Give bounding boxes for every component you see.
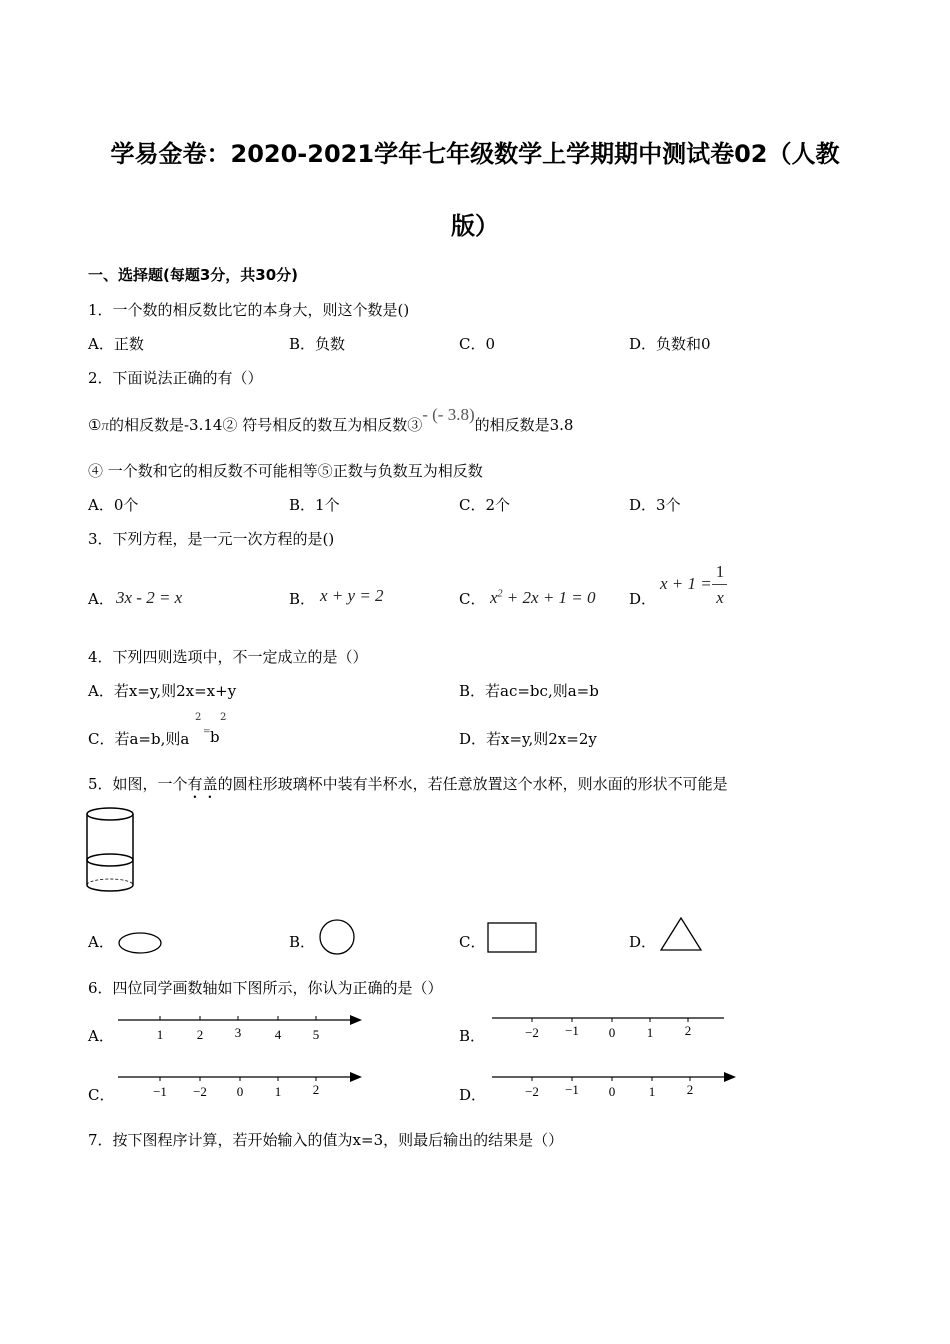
axis-d-tick-label: 0	[608, 1084, 616, 1099]
axis-c-tick-label: 2	[312, 1082, 320, 1097]
q2-option-a: A．0个	[88, 496, 139, 514]
axis-a-tick-label: 3	[234, 1025, 242, 1040]
q3-c-exponent: 2	[497, 588, 503, 600]
q3-fraction-bar	[712, 584, 727, 585]
axis-d-tick-label: −1	[565, 1082, 579, 1097]
q1-option-d: D．负数和0	[629, 335, 711, 353]
q4-c-equals: =	[203, 727, 211, 737]
axis-a-tick-label: 5	[312, 1027, 320, 1042]
q7-stem: 7．按下图程序计算，若开始输入的值为x=3，则最后输出的结果是（）	[88, 1131, 564, 1149]
q5-stem-emphasis: 有盖	[187, 775, 218, 793]
axis-d-tick-label: −2	[525, 1084, 539, 1099]
ellipse-shape-icon	[116, 929, 166, 957]
axis-d-tick-label: 1	[648, 1084, 656, 1099]
q4-c-b: b	[210, 728, 220, 746]
q2-option-d: D．3个	[629, 496, 681, 514]
q4-option-c-text: C．若a=b,则a	[88, 730, 190, 748]
q4-option-b: B．若ac=bc,则a=b	[459, 682, 599, 700]
pi-symbol: π	[101, 418, 109, 434]
axis-a-tick-label: 4	[274, 1027, 282, 1042]
page-title-continued: 版）	[451, 212, 499, 240]
q4-c-exponent-2: 2	[220, 712, 227, 723]
q3-fraction-denominator: x	[716, 588, 724, 607]
q5-label-b: B．	[289, 933, 316, 951]
q6-label-d: D．	[459, 1086, 487, 1104]
q2-option-b: B．1个	[289, 496, 340, 514]
q3-label-d: D．	[629, 590, 657, 608]
q6-label-c: C．	[88, 1086, 115, 1104]
q2-statement-line1	[88, 405, 574, 435]
q1-stem: 1．一个数的相反数比它的本身大，则这个数是()	[88, 301, 410, 319]
q5-stem	[88, 773, 728, 802]
number-line-d	[490, 1069, 740, 1103]
q2-expression: - (- 3.8)	[422, 405, 475, 424]
axis-c-tick-label: 0	[236, 1084, 244, 1099]
q3-equation-a: 3x - 2 = x	[116, 588, 183, 607]
q3-c-rest: + 2x + 1 = 0	[502, 588, 596, 607]
q4-option-d: D．若x=y,则2x=2y	[459, 730, 597, 748]
axis-b-tick-label: −2	[525, 1025, 539, 1040]
number-line-b	[490, 1010, 730, 1044]
q3-equation-b: x + y = 2	[320, 586, 384, 605]
q6-label-a: A．	[88, 1027, 114, 1045]
q1-option-c: C．0	[459, 335, 496, 353]
q2-option-c: C．2个	[459, 496, 511, 514]
circle-shape-icon	[316, 917, 360, 959]
axis-a-tick-label: 2	[196, 1027, 204, 1042]
axis-b-tick-label: 0	[608, 1025, 616, 1040]
q5-label-c: C．	[459, 933, 486, 951]
q4-c-exponent-1: 2	[195, 712, 202, 723]
axis-b-tick-label: −1	[565, 1023, 579, 1038]
axis-c-tick-label: −2	[193, 1084, 207, 1099]
q3-c-base: x	[490, 588, 498, 607]
q3-fraction-numerator: 1	[715, 562, 725, 581]
q5-stem-end: 的圆柱形玻璃杯中装有半杯水，若任意放置这个水杯，则水面的形状不可能是	[217, 775, 728, 793]
q2-statement-line2: ④ 一个数和它的相反数不可能相等⑤正数与负数互为相反数	[88, 462, 483, 480]
rectangle-shape-icon	[486, 920, 540, 956]
q3-equation-c	[490, 588, 596, 608]
axis-b-tick-label: 1	[646, 1025, 654, 1040]
section-heading: 一、选择题(每题3分，共30分)	[88, 266, 299, 284]
q3-label-a: A．	[88, 590, 114, 608]
triangle-shape-icon	[658, 915, 704, 955]
q3-stem: 3．下列方程，是一元一次方程的是()	[88, 530, 335, 548]
q3-equation-d-left: x + 1 =	[660, 574, 712, 593]
q5-label-a: A．	[88, 933, 114, 951]
number-line-c	[116, 1069, 366, 1103]
axis-c-tick-label: −1	[153, 1084, 167, 1099]
q6-stem: 6．四位同学画数轴如下图所示，你认为正确的是（）	[88, 979, 443, 997]
q3-label-c: C．	[459, 590, 486, 608]
axis-c-tick-label: 1	[274, 1084, 282, 1099]
glass-cup-figure	[84, 805, 138, 897]
q5-label-d: D．	[629, 933, 657, 951]
axis-a-tick-label: 1	[156, 1027, 164, 1042]
axis-b-tick-label: 2	[684, 1023, 692, 1038]
page-title: 学易金卷：2020-2021学年七年级数学上学期期中测试卷02（人教	[110, 140, 840, 168]
q4-option-a: A．若x=y,则2x=x+y	[88, 682, 237, 700]
q2-line1-text: 的相反数是-3.14② 符号相反的数互为相反数③	[108, 416, 423, 434]
q2-line1-end: 的相反数是3.8	[474, 416, 574, 434]
q2-circle-1: ①	[88, 416, 102, 434]
q6-label-b: B．	[459, 1027, 486, 1045]
q2-stem: 2．下面说法正确的有（）	[88, 369, 263, 387]
q1-option-a: A．正数	[88, 335, 144, 353]
axis-d-tick-label: 2	[686, 1082, 694, 1097]
q3-label-b: B．	[289, 590, 316, 608]
q5-stem-start: 5．如图，一个	[88, 775, 188, 793]
number-line-a	[116, 1012, 366, 1046]
q4-stem: 4．下列四则选项中，不一定成立的是（）	[88, 648, 368, 666]
q1-option-b: B．负数	[289, 335, 346, 353]
